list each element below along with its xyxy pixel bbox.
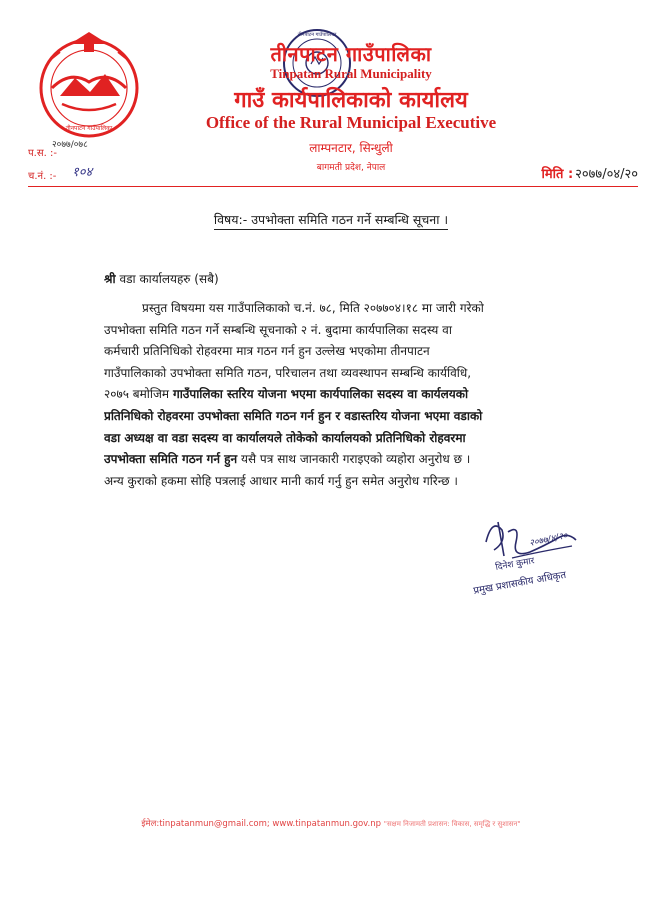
municipality-emblem-icon [30, 30, 148, 140]
svg-text:दिनेश कुमार: दिनेश कुमार [494, 556, 536, 573]
svg-text:तीनपाटन गाउँपालिका: तीनपाटन गाउँपालिका [297, 32, 337, 38]
date-label: मिति : [541, 167, 574, 182]
municipality-name-np: तीनपाटन गाउँपालिका [270, 42, 432, 66]
fiscal-year-value: २०७७/०७८ [52, 140, 88, 150]
body-line: २०७५ बमोजिम गाउँपालिका स्तरिय योजना भएमा कार्यपालिका सदस्य वा कार्यलयको [104, 387, 469, 402]
body-line: प्रस्तुत विषयमा यस गाउँपालिकाको च.नं. ७८, मिति २०७७०४।१८ मा जारी गरेको [142, 301, 484, 315]
letter-addressee [104, 270, 219, 287]
office-name-np: गाउँ कार्यपालिकाको कार्यालय [234, 88, 468, 113]
fiscal-year-label: प.स. :- [28, 148, 57, 159]
date-value: २०७७/०४/२० [575, 167, 638, 182]
body-line: वडा अध्यक्ष वा वडा सदस्य वा कार्यालयले तोकेको कार्यालयको प्रतिनिधिको रोहवरमा [104, 430, 466, 445]
body-line: अन्य कुराको हकमा सोहि पत्रलाई आधार मानी कार्य गर्नु हुन समेत अनुरोध गरिन्छ । [104, 473, 458, 488]
office-address: लाम्पनटार, सिन्धुली [309, 141, 393, 155]
body-line: उपभोक्ता समिति गठन गर्न हुन यसै पत्र साथ जानकारी गराइएको व्यहोरा अनुरोध छ । [104, 452, 471, 467]
municipality-name-en: Tinpatan Rural Municipality [270, 66, 432, 81]
svg-text:प्रमुख प्रशासकीय अधिकृत: प्रमुख प्रशासकीय अधिकृत [472, 569, 567, 597]
dispatch-number-label: च.नं. :- [28, 171, 57, 182]
letter-footer [0, 818, 662, 829]
letter-body [104, 298, 591, 492]
officer-signature [468, 512, 598, 602]
svg-text:२०७७/४/२०: २०७७/४/२० [528, 531, 569, 549]
letter-date [542, 164, 639, 182]
footer-contact: ईमेल:tinpatanmun@gmail.com; www.tinpatanmun.gov.np [141, 819, 382, 829]
letter-fiscal-year [28, 140, 88, 159]
body-line: प्रतिनिधिको रोहवरमा उपभोक्ता समिति गठन गर्न हुन र वडास्तरिय योजना भएमा वडाको [104, 408, 483, 423]
letter-subject: विषय:- उपभोक्ता समिति गठन गर्ने सम्बन्धि सूचना । [0, 211, 662, 228]
header-divider [28, 186, 638, 187]
addressee-prefix: श्री [104, 272, 116, 286]
office-province: बागमती प्रदेश, नेपाल [316, 163, 386, 173]
body-line: कर्मचारी प्रतिनिधिको रोहवरमा मात्र गठन गर्न हुन उल्लेख भएकोमा तीनपाटन [104, 344, 430, 359]
footer-slogan: "सक्षम निजामती प्रशासन: विकास, समृद्धि र सुशासन" [383, 820, 521, 828]
body-line: गाउँपालिकाको उपभोक्ता समिति गठन, परिचालन तथा व्यवस्थापन सम्बन्धि कार्यविधि, [104, 365, 472, 380]
body-line: उपभोक्ता समिति गठन गर्ने सम्बन्धि सूचनाको २ नं. बुदामा कार्यपालिका सदस्य वा [104, 322, 452, 337]
svg-text:तीनपाटन गाउँपालिका: तीनपाटन गाउँपालिका [65, 125, 113, 132]
dispatch-number-value: १०४ [72, 165, 93, 180]
office-name-en: Office of the Rural Municipal Executive [205, 113, 497, 132]
addressee-text: वडा कार्यालयहरु (सबै) [119, 272, 219, 286]
letter-dispatch-number [28, 165, 93, 182]
